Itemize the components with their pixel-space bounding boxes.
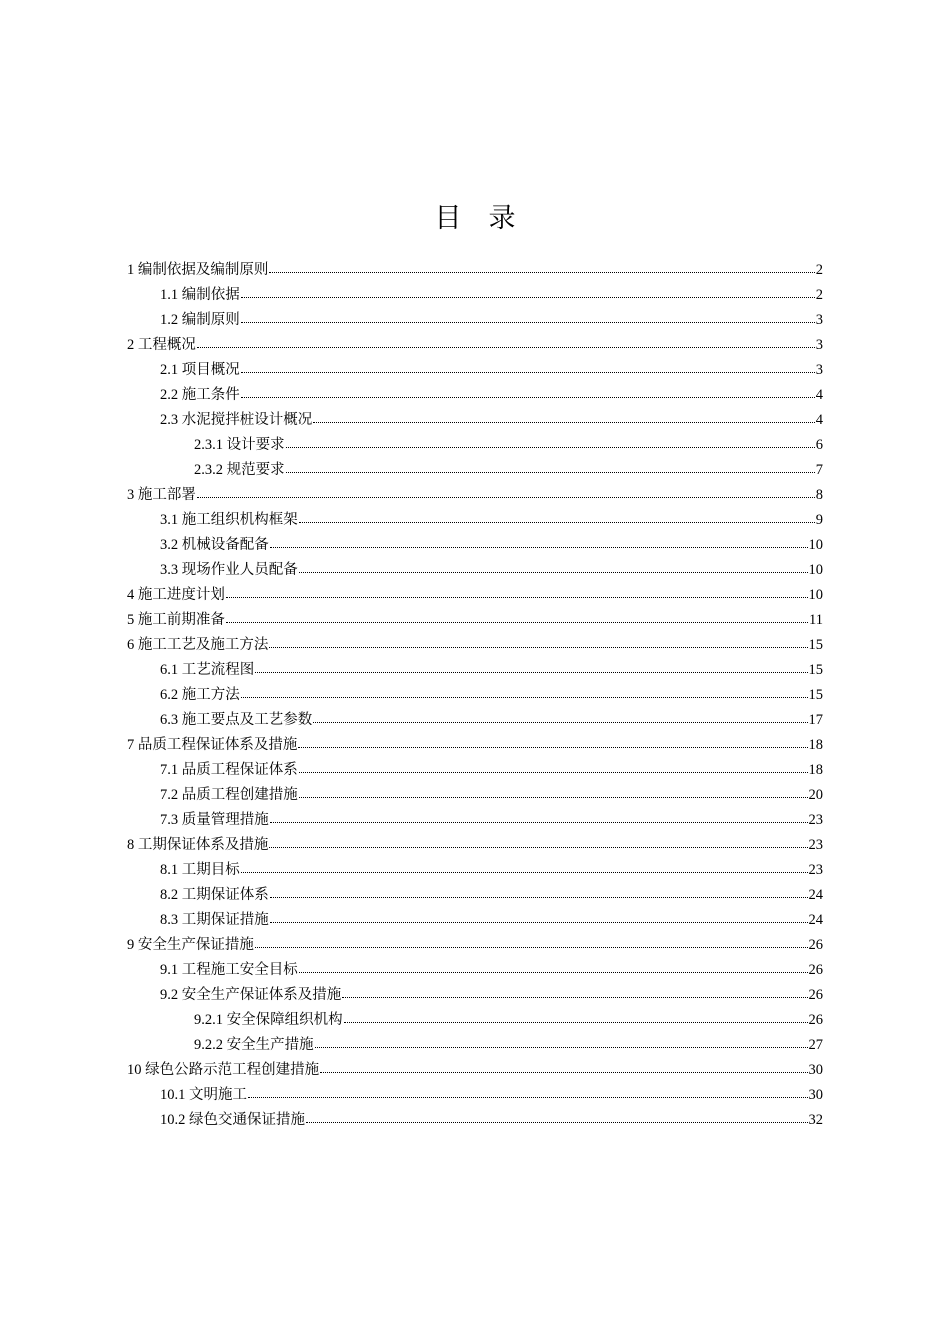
toc-entry[interactable] bbox=[127, 483, 823, 508]
toc-entry-page-number: 8 bbox=[815, 487, 823, 503]
toc-entry-page-number: 23 bbox=[808, 837, 823, 853]
toc-entry[interactable] bbox=[127, 858, 823, 883]
toc-entry[interactable] bbox=[127, 708, 823, 733]
toc-entry-title: 6.1 工艺流程图 bbox=[160, 662, 255, 678]
dot-leader bbox=[241, 397, 815, 398]
toc-entry[interactable] bbox=[127, 1108, 823, 1133]
toc-entry-title: 7 品质工程保证体系及措施 bbox=[127, 737, 298, 753]
toc-entry-page-number: 24 bbox=[808, 912, 823, 928]
dot-leader bbox=[270, 922, 808, 923]
toc-entry-title: 5 施工前期准备 bbox=[127, 612, 225, 628]
dot-leader bbox=[248, 1097, 808, 1098]
dot-leader bbox=[344, 1022, 808, 1023]
toc-entry-page-number: 11 bbox=[809, 612, 823, 628]
toc-entry[interactable] bbox=[127, 958, 823, 983]
toc-entry-title: 6 施工工艺及施工方法 bbox=[127, 637, 269, 653]
dot-leader bbox=[241, 297, 815, 298]
dot-leader bbox=[298, 747, 807, 748]
toc-entry-title: 4 施工进度计划 bbox=[127, 587, 225, 603]
toc-entry[interactable] bbox=[127, 333, 823, 358]
dot-leader bbox=[241, 872, 808, 873]
toc-entry-page-number: 30 bbox=[808, 1087, 823, 1103]
dot-leader bbox=[299, 522, 815, 523]
dot-leader bbox=[255, 947, 808, 948]
toc-entry[interactable] bbox=[127, 383, 823, 408]
toc-entry[interactable] bbox=[127, 508, 823, 533]
toc-entry-page-number: 17 bbox=[808, 712, 823, 728]
toc-entry-title: 3.1 施工组织机构框架 bbox=[160, 512, 298, 528]
toc-entry-title: 3.2 机械设备配备 bbox=[160, 537, 269, 553]
toc-entry-title: 8.3 工期保证措施 bbox=[160, 912, 269, 928]
toc-entry[interactable] bbox=[127, 658, 823, 683]
dot-leader bbox=[342, 997, 807, 998]
toc-entry[interactable] bbox=[127, 258, 823, 283]
dot-leader bbox=[269, 272, 814, 273]
toc-entry[interactable] bbox=[127, 408, 823, 433]
toc-entry[interactable] bbox=[127, 608, 823, 633]
toc-entry[interactable] bbox=[127, 1058, 823, 1083]
toc-entry-page-number: 15 bbox=[808, 662, 823, 678]
toc-entry-page-number: 2 bbox=[815, 287, 823, 303]
toc-entry-title: 2.3.1 设计要求 bbox=[194, 437, 285, 453]
toc-entry[interactable] bbox=[127, 1033, 823, 1058]
toc-entry-page-number: 18 bbox=[808, 737, 823, 753]
toc-entry-title: 1 编制依据及编制原则 bbox=[127, 262, 269, 278]
dot-leader bbox=[313, 722, 807, 723]
toc-entry-title: 1.2 编制原则 bbox=[160, 312, 240, 328]
toc-entry-page-number: 4 bbox=[815, 387, 823, 403]
toc-entry-title: 9.2.2 安全生产措施 bbox=[194, 1037, 314, 1053]
dot-leader bbox=[315, 1047, 808, 1048]
dot-leader bbox=[197, 497, 815, 498]
toc-entry[interactable] bbox=[127, 733, 823, 758]
table-of-contents bbox=[127, 258, 823, 1133]
toc-entry[interactable] bbox=[127, 908, 823, 933]
toc-entry[interactable] bbox=[127, 558, 823, 583]
toc-entry-page-number: 26 bbox=[808, 1012, 823, 1028]
toc-entry-title: 10.1 文明施工 bbox=[160, 1087, 247, 1103]
toc-entry[interactable] bbox=[127, 758, 823, 783]
toc-entry-page-number: 3 bbox=[815, 337, 823, 353]
toc-entry[interactable] bbox=[127, 358, 823, 383]
toc-entry-page-number: 18 bbox=[808, 762, 823, 778]
toc-entry[interactable] bbox=[127, 433, 823, 458]
dot-leader bbox=[269, 647, 807, 648]
dot-leader bbox=[241, 322, 815, 323]
toc-entry-page-number: 3 bbox=[815, 362, 823, 378]
dot-leader bbox=[197, 347, 815, 348]
toc-entry-page-number: 4 bbox=[815, 412, 823, 428]
toc-entry[interactable] bbox=[127, 1008, 823, 1033]
toc-entry-title: 2.2 施工条件 bbox=[160, 387, 240, 403]
toc-entry-page-number: 10 bbox=[808, 587, 823, 603]
toc-entry[interactable] bbox=[127, 633, 823, 658]
dot-leader bbox=[241, 372, 815, 373]
toc-entry[interactable] bbox=[127, 308, 823, 333]
toc-entry-page-number: 20 bbox=[808, 787, 823, 803]
toc-entry-title: 6.2 施工方法 bbox=[160, 687, 240, 703]
toc-entry-title: 9.1 工程施工安全目标 bbox=[160, 962, 298, 978]
toc-entry[interactable] bbox=[127, 1083, 823, 1108]
toc-entry-page-number: 27 bbox=[808, 1037, 823, 1053]
toc-entry-page-number: 7 bbox=[815, 462, 823, 478]
toc-entry-title: 6.3 施工要点及工艺参数 bbox=[160, 712, 313, 728]
toc-entry-page-number: 15 bbox=[808, 687, 823, 703]
dot-leader bbox=[320, 1072, 807, 1073]
toc-entry-page-number: 23 bbox=[808, 812, 823, 828]
toc-entry-page-number: 26 bbox=[808, 937, 823, 953]
toc-entry-page-number: 30 bbox=[808, 1062, 823, 1078]
toc-entry-page-number: 10 bbox=[808, 562, 823, 578]
toc-entry-page-number: 32 bbox=[808, 1112, 823, 1128]
toc-entry-title: 8.2 工期保证体系 bbox=[160, 887, 269, 903]
toc-entry[interactable] bbox=[127, 683, 823, 708]
toc-entry[interactable] bbox=[127, 533, 823, 558]
toc-entry-page-number: 10 bbox=[808, 537, 823, 553]
toc-entry-title: 9.2.1 安全保障组织机构 bbox=[194, 1012, 343, 1028]
toc-entry-title: 7.2 品质工程创建措施 bbox=[160, 787, 298, 803]
toc-entry-page-number: 15 bbox=[808, 637, 823, 653]
dot-leader bbox=[306, 1122, 808, 1123]
dot-leader bbox=[299, 797, 808, 798]
dot-leader bbox=[270, 897, 808, 898]
toc-entry-page-number: 23 bbox=[808, 862, 823, 878]
toc-entry-title: 3 施工部署 bbox=[127, 487, 196, 503]
dot-leader bbox=[270, 547, 808, 548]
toc-entry-page-number: 3 bbox=[815, 312, 823, 328]
toc-entry-title: 8 工期保证体系及措施 bbox=[127, 837, 269, 853]
toc-entry-title: 2.3.2 规范要求 bbox=[194, 462, 285, 478]
toc-entry-page-number: 24 bbox=[808, 887, 823, 903]
toc-entry[interactable] bbox=[127, 883, 823, 908]
toc-entry[interactable] bbox=[127, 933, 823, 958]
toc-entry-title: 7.3 质量管理措施 bbox=[160, 812, 269, 828]
toc-title: 目 录 bbox=[434, 203, 516, 233]
dot-leader bbox=[226, 622, 808, 623]
dot-leader bbox=[299, 972, 808, 973]
dot-leader bbox=[286, 447, 815, 448]
dot-leader bbox=[299, 772, 808, 773]
toc-entry-title: 2 工程概况 bbox=[127, 337, 196, 353]
toc-entry[interactable] bbox=[127, 983, 823, 1008]
toc-entry[interactable] bbox=[127, 583, 823, 608]
toc-entry-title: 1.1 编制依据 bbox=[160, 287, 240, 303]
toc-entry[interactable] bbox=[127, 808, 823, 833]
toc-entry[interactable] bbox=[127, 458, 823, 483]
dot-leader bbox=[313, 422, 815, 423]
dot-leader bbox=[286, 472, 815, 473]
toc-entry-title: 10 绿色公路示范工程创建措施 bbox=[127, 1062, 320, 1078]
toc-entry[interactable] bbox=[127, 283, 823, 308]
toc-entry-title: 10.2 绿色交通保证措施 bbox=[160, 1112, 305, 1128]
toc-entry-title: 2.3 水泥搅拌桩设计概况 bbox=[160, 412, 313, 428]
dot-leader bbox=[241, 697, 808, 698]
toc-entry-page-number: 26 bbox=[808, 962, 823, 978]
toc-entry-page-number: 2 bbox=[815, 262, 823, 278]
toc-entry-page-number: 26 bbox=[808, 987, 823, 1003]
dot-leader bbox=[255, 672, 807, 673]
toc-entry-title: 8.1 工期目标 bbox=[160, 862, 240, 878]
dot-leader bbox=[299, 572, 808, 573]
dot-leader bbox=[269, 847, 807, 848]
toc-entry-title: 2.1 项目概况 bbox=[160, 362, 240, 378]
toc-entry-title: 7.1 品质工程保证体系 bbox=[160, 762, 298, 778]
toc-entry[interactable] bbox=[127, 833, 823, 858]
toc-entry-title: 9 安全生产保证措施 bbox=[127, 937, 254, 953]
toc-entry[interactable] bbox=[127, 783, 823, 808]
toc-entry-title: 3.3 现场作业人员配备 bbox=[160, 562, 298, 578]
toc-entry-page-number: 9 bbox=[815, 512, 823, 528]
dot-leader bbox=[270, 822, 808, 823]
toc-entry-title: 9.2 安全生产保证体系及措施 bbox=[160, 987, 342, 1003]
toc-entry-page-number: 6 bbox=[815, 437, 823, 453]
dot-leader bbox=[226, 597, 808, 598]
